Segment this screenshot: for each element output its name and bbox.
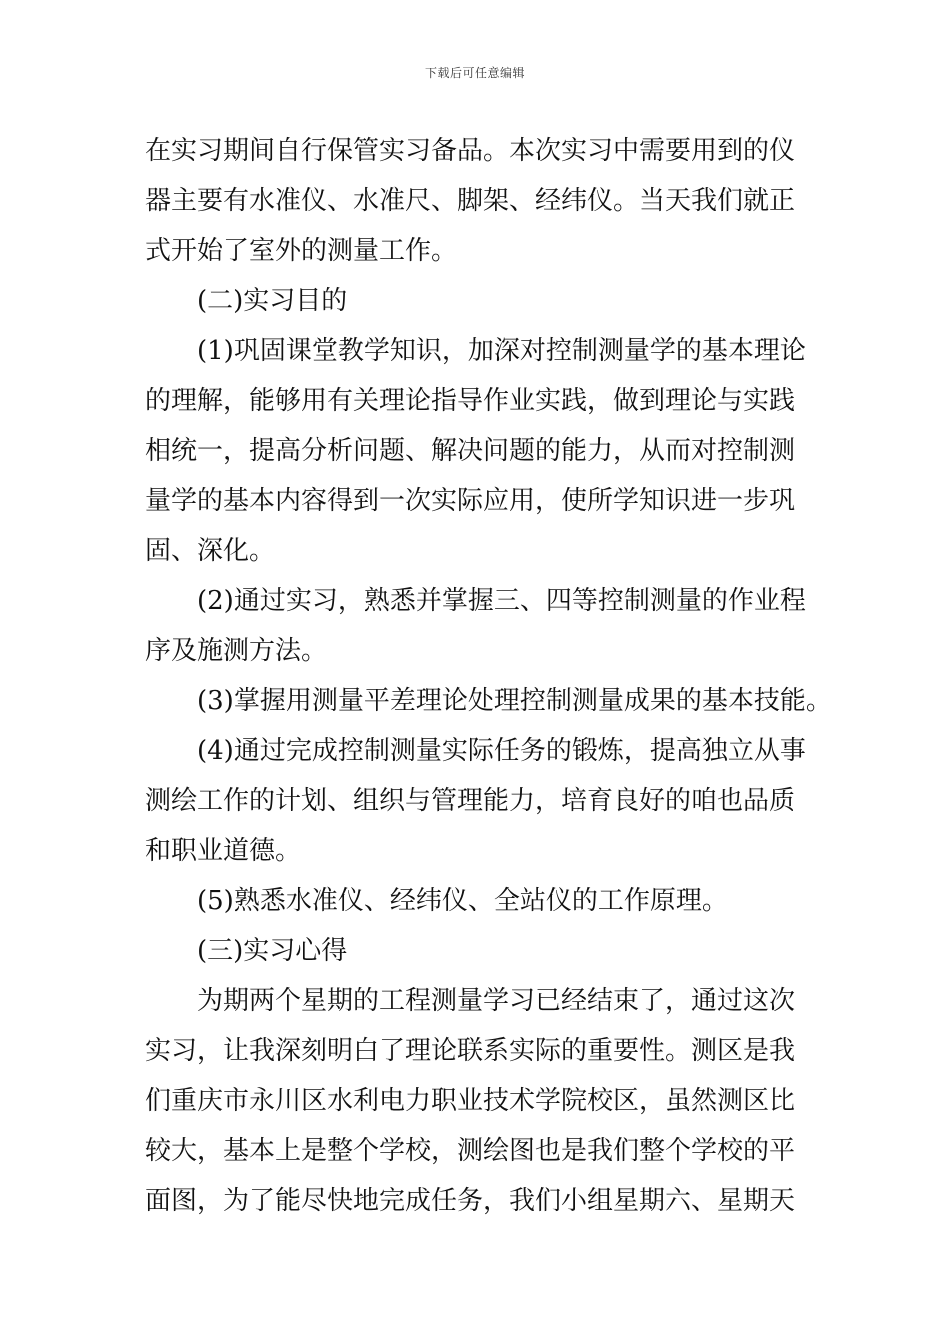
text-line: 较大，基本上是整个学校，测绘图也是我们整个学校的平 xyxy=(145,1136,796,1166)
section-heading-2: (二)实习目的 xyxy=(197,286,348,316)
text-line: (2)通过实习，熟悉并掌握三、四等控制测量的作业程 xyxy=(197,586,806,616)
text-line: 序及施测方法。 xyxy=(145,636,328,666)
text-line: (4)通过完成控制测量实际任务的锻炼，提高独立从事 xyxy=(197,736,806,766)
text-line: 们重庆市永川区水利电力职业技术学院校区，虽然测区比 xyxy=(145,1086,796,1116)
text-line: 和职业道德。 xyxy=(145,836,302,866)
text-line: (5)熟悉水准仪、经纬仪、全站仪的工作原理。 xyxy=(197,886,728,916)
text-line: 器主要有水准仪、水准尺、脚架、经纬仪。当天我们就正 xyxy=(145,186,796,216)
body-text xyxy=(145,126,832,1226)
section-heading-3: (三)实习心得 xyxy=(197,936,348,966)
text-line: 相统一，提高分析问题、解决问题的能力，从而对控制测 xyxy=(145,436,796,466)
text-line: 在实习期间自行保管实习备品。本次实习中需要用到的仪 xyxy=(145,136,796,166)
text-line: 的理解，能够用有关理论指导作业实践，做到理论与实践 xyxy=(145,386,796,416)
header-note: 下载后可任意编辑 xyxy=(424,66,525,80)
text-line: 式开始了室外的测量工作。 xyxy=(145,236,458,266)
text-line: 实习，让我深刻明白了理论联系实际的重要性。测区是我 xyxy=(145,1036,796,1066)
text-line: 量学的基本内容得到一次实际应用，使所学知识进一步巩 xyxy=(145,486,796,516)
text-line: 测绘工作的计划、组织与管理能力，培育良好的咱也品质 xyxy=(145,786,796,816)
text-line: (3)掌握用测量平差理论处理控制测量成果的基本技能。 xyxy=(197,686,832,716)
text-line: (1)巩固课堂教学知识，加深对控制测量学的基本理论 xyxy=(197,336,806,366)
text-line: 固、深化。 xyxy=(145,536,276,566)
text-line: 面图，为了能尽快地完成任务，我们小组星期六、星期天 xyxy=(145,1186,796,1216)
text-line: 为期两个星期的工程测量学习已经结束了，通过这次 xyxy=(197,986,796,1016)
